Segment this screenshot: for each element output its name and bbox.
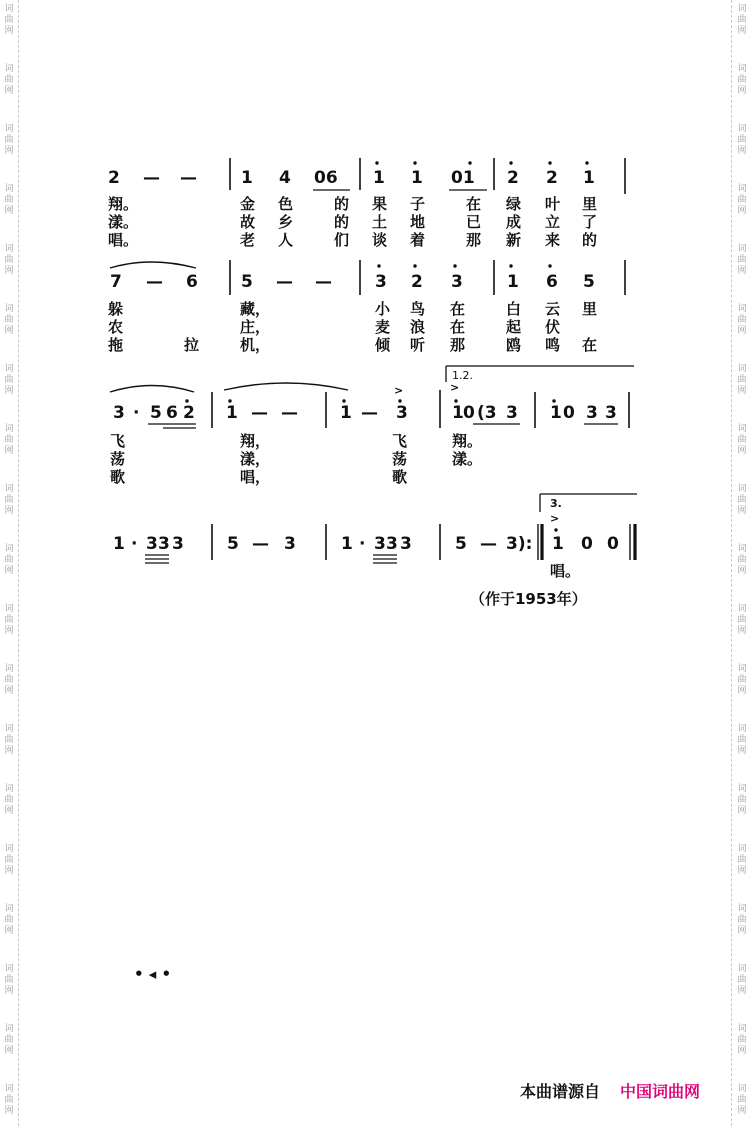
lyric: 藏， [240,300,271,318]
watermark-char: 曲 [4,75,14,85]
lyric: 里 [582,300,598,318]
note: 1 [241,168,253,188]
lyric: 叶 [545,195,561,213]
watermark-char: 曲 [4,615,14,625]
lyric: 们 [334,231,350,249]
lyric: 农 [108,318,124,336]
watermark-char: 词 [737,304,747,314]
lyric: 的 [582,231,598,249]
note: 1 [340,403,352,423]
note: — [180,168,197,188]
watermark-char: 网 [737,86,747,96]
volta-label: 1.2. [452,369,473,382]
watermark-char: 曲 [4,1035,14,1045]
watermark-char: 词 [4,124,14,134]
watermark-char: 网 [737,806,747,816]
watermark-char: 词 [737,904,747,914]
lyric: 白 [506,300,522,318]
lyric: 土 [372,213,388,231]
watermark-char: 词 [4,1024,14,1034]
watermark-char: 词 [737,184,747,194]
watermark-char: 网 [4,986,14,996]
note: — [146,272,163,292]
watermark-char: 曲 [737,555,747,565]
watermark-char: 网 [4,806,14,816]
lyric: 果 [372,195,388,213]
watermark-char: 网 [737,506,747,516]
watermark-char: 曲 [4,135,14,145]
watermark-char: 网 [737,566,747,576]
watermark-char: 网 [4,866,14,876]
lyric: 麦 [375,318,391,336]
watermark-char: 网 [737,1046,747,1056]
composition-date-note: （作于1953年） [470,590,587,608]
score-row-1 [108,158,625,249]
lyric: 色 [278,195,294,213]
note: — [281,403,298,423]
note: 3 [586,403,598,423]
lyric: 子 [410,195,426,213]
watermark-char: 网 [737,986,747,996]
note: 01 [451,168,475,188]
watermark-char: 曲 [4,255,14,265]
watermark-char: 曲 [737,15,747,25]
watermark-char: 曲 [737,735,747,745]
lyric: 歌 [392,468,408,486]
note: · [133,403,140,423]
note: — [143,168,160,188]
watermark-char: 曲 [737,615,747,625]
watermark-char: 曲 [737,1095,747,1105]
watermark-char: 网 [737,326,747,336]
watermark-char: 曲 [4,855,14,865]
lyric: 唱。 [550,562,581,580]
lyric: 鸟 [410,300,426,318]
watermark-char: 词 [4,604,14,614]
note: 0 [607,534,619,554]
watermark-char: 词 [737,364,747,374]
watermark-char: 网 [737,386,747,396]
watermark-char: 网 [737,746,747,756]
page-mark: • ◂ • [134,965,172,983]
watermark-char: 网 [4,926,14,936]
note: 2 [507,168,519,188]
site-link[interactable]: 中国词曲网 [620,1082,701,1101]
note: 0 [581,534,593,554]
watermark-char: 曲 [737,675,747,685]
lyric: 已 [466,213,482,231]
watermark-char: 词 [737,544,747,554]
watermark-char: 网 [4,326,14,336]
lyric: 躲 [108,300,124,318]
lyric: 翔。 [108,195,139,213]
volta-label: 3. [550,497,562,510]
note: — [252,534,269,554]
watermark-char: 网 [4,86,14,96]
note: 0 [563,403,575,423]
lyric: 那 [450,336,466,354]
note: 2 [183,403,195,423]
watermark-char: 网 [4,746,14,756]
watermark-char: 网 [4,386,14,396]
watermark-char: 网 [4,566,14,576]
watermark-char: 曲 [737,315,747,325]
watermark-char: 曲 [737,135,747,145]
octave-dots [554,528,557,531]
note: 5 [227,534,239,554]
watermark-char: 词 [4,244,14,254]
note: 2 [411,272,423,292]
watermark-char: 网 [737,146,747,156]
note: 5 [150,403,162,423]
note: 1 [550,403,562,423]
note: — [315,272,332,292]
note: 2 [108,168,120,188]
lyric: 唱， [240,468,271,486]
lyrics-row-3 [110,432,482,487]
note: 1 [583,168,595,188]
lyric: 拖 [108,336,124,354]
watermark-char: 网 [737,446,747,456]
note: 3 [146,534,158,554]
lyric: 翔， [240,432,271,450]
lyric: 机， [240,336,271,354]
watermark-char: 网 [737,926,747,936]
lyric: 故 [240,213,256,231]
watermark-char: 曲 [4,795,14,805]
slur [224,383,348,390]
lyric: 绿 [506,195,522,213]
watermark-char: 曲 [737,915,747,925]
lyric: 乡 [278,213,294,231]
note: · [131,534,138,554]
note: 3): [506,534,533,554]
watermark-char: 网 [4,1106,14,1116]
watermark-char: 曲 [737,975,747,985]
lyric: 伏 [545,318,561,336]
lyric: 云 [545,300,561,318]
watermark-char: 词 [4,64,14,74]
watermark-char: 网 [737,266,747,276]
watermark-char: 词 [737,64,747,74]
lyric: 鸥 [506,336,522,354]
watermark-char: 网 [737,26,747,36]
watermark-char: 曲 [4,975,14,985]
watermark-char: 曲 [4,375,14,385]
note: 0 [463,403,475,423]
watermark-char: 网 [4,626,14,636]
watermark-char: 词 [737,1024,747,1034]
note: 1 [411,168,423,188]
watermark-char: 曲 [4,1095,14,1105]
note: 3 [386,534,398,554]
note: 3 [172,534,184,554]
lyric: 里 [582,195,598,213]
watermark-char: 网 [4,1046,14,1056]
lyric: 新 [506,231,522,249]
lyric: 立 [545,213,561,231]
octave-dots [377,264,551,267]
lyric: 浪 [410,318,426,336]
lyric: 漾。 [108,213,139,231]
watermark-char: 曲 [737,375,747,385]
watermark-char: 词 [4,184,14,194]
watermark-char: 网 [4,506,14,516]
note: 1 [452,403,464,423]
watermark-char: 词 [4,904,14,914]
lyric: 荡 [110,450,126,468]
lyric: 成 [506,213,522,231]
watermark-char: 网 [737,686,747,696]
lyric: 在 [582,336,598,354]
lyric: 来 [545,231,561,249]
watermark-char: 词 [737,124,747,134]
lyrics-row-1 [108,195,597,249]
watermark-char: 曲 [4,315,14,325]
note: 1 [507,272,519,292]
watermark-char: 网 [737,866,747,876]
score-row-2 [108,260,625,355]
watermark-char: 词 [4,724,14,734]
lyric: 飞 [392,432,408,450]
note: 5 [241,272,253,292]
watermark-char: 曲 [4,735,14,745]
note: 4 [279,168,291,188]
watermark-char: 词 [4,964,14,974]
watermark-char: 曲 [4,915,14,925]
note: — [251,403,268,423]
watermark-char: 词 [737,664,747,674]
watermark-char: 网 [4,146,14,156]
watermark-char: 网 [737,626,747,636]
note: 6 [546,272,558,292]
accent-mark: > [550,512,560,525]
watermark-char: 词 [737,604,747,614]
watermark-char: 词 [737,484,747,494]
note: 3 [158,534,170,554]
watermark-char: 曲 [737,75,747,85]
note: 1 [552,534,564,554]
lyric: 漾， [240,450,271,468]
watermark-char: 词 [737,724,747,734]
watermark-char: 曲 [737,435,747,445]
lyric: 在 [466,195,482,213]
watermark-char: 网 [4,686,14,696]
watermark-char: 词 [4,484,14,494]
watermark-char: 词 [4,844,14,854]
note: (3 [477,403,497,423]
lyric: 了 [582,213,598,231]
lyric: 唱。 [108,231,139,249]
note: 5 [583,272,595,292]
note: — [276,272,293,292]
note: — [480,534,497,554]
note: 3 [506,403,518,423]
note: 3 [113,403,125,423]
lyric: 在 [450,318,466,336]
note: 3 [451,272,463,292]
lyric: 翔。 [452,432,483,450]
note: 3 [605,403,617,423]
watermark-char: 词 [4,544,14,554]
lyric: 的 [334,213,350,231]
watermark-char: 曲 [737,795,747,805]
accent-mark: > [394,384,404,397]
watermark-char: 网 [4,26,14,36]
lyric: 小 [375,300,391,318]
note: 1 [341,534,353,554]
lyric: 漾。 [452,450,483,468]
watermark-char: 词 [4,4,14,14]
lyric: 飞 [110,432,126,450]
watermark-char: 词 [737,784,747,794]
lyric: 的 [334,195,350,213]
watermark-char: 词 [737,424,747,434]
watermark-char: 网 [4,266,14,276]
lyric: 荡 [392,450,408,468]
lyric: 拉 [184,336,200,354]
note: 1 [373,168,385,188]
lyric: 老 [240,231,256,249]
lyric: 庄， [240,318,271,336]
watermark-char: 网 [737,206,747,216]
watermark-char: 词 [4,304,14,314]
watermark-char: 曲 [737,255,747,265]
note: 3 [400,534,412,554]
note: 5 [455,534,467,554]
watermark-char: 曲 [737,195,747,205]
watermark-char: 词 [4,784,14,794]
lyrics-row-2 [108,300,597,355]
lyric: 人 [278,231,294,249]
note: 6 [166,403,178,423]
watermark-char: 词 [737,844,747,854]
watermark-char: 词 [4,664,14,674]
watermark-char: 词 [737,1084,747,1094]
note: 7 [110,272,122,292]
watermark-char: 词 [4,424,14,434]
watermark-char: 曲 [737,855,747,865]
lyric: 那 [466,231,482,249]
lyric: 着 [410,231,426,249]
watermark-char: 词 [4,1084,14,1094]
lyric: 歌 [110,468,126,486]
score-row-3 [110,366,634,487]
watermark-char: 网 [4,206,14,216]
watermark-char: 网 [4,446,14,456]
accent-mark: > [450,381,460,394]
octave-dots [375,161,588,164]
note: 3 [374,534,386,554]
note: 1 [226,403,238,423]
lyric: 鸣 [545,336,561,354]
lyric: 金 [240,195,256,213]
note: 6 [186,272,198,292]
lyric: 倾 [375,336,391,354]
footer-source [520,1079,700,1102]
note: 3 [375,272,387,292]
watermark-char: 曲 [4,495,14,505]
lyric: 起 [506,318,522,336]
watermark-char: 曲 [4,555,14,565]
note: 06 [314,168,338,188]
watermark-char: 词 [737,4,747,14]
watermark-char: 词 [737,244,747,254]
watermark-char: 曲 [737,495,747,505]
note: · [359,534,366,554]
watermark-char: 曲 [4,195,14,205]
note: — [361,403,378,423]
watermark-char: 词 [4,364,14,374]
watermark-char: 曲 [4,675,14,685]
note: 2 [546,168,558,188]
watermark-char: 网 [737,1106,747,1116]
slur [110,386,194,393]
watermark-char: 词 [737,964,747,974]
note: 3 [396,403,408,423]
watermark-char: 曲 [737,1035,747,1045]
lyric: 听 [410,336,426,354]
lyric: 谈 [372,231,388,249]
lyric: 地 [410,213,426,231]
slur [110,262,196,268]
note: 3 [284,534,296,554]
note: 1 [113,534,125,554]
watermark-char: 曲 [4,15,14,25]
watermark-char: 曲 [4,435,14,445]
source-label: 本曲谱源自 [520,1082,601,1101]
lyric: 在 [450,300,466,318]
score-row-4 [113,494,637,580]
